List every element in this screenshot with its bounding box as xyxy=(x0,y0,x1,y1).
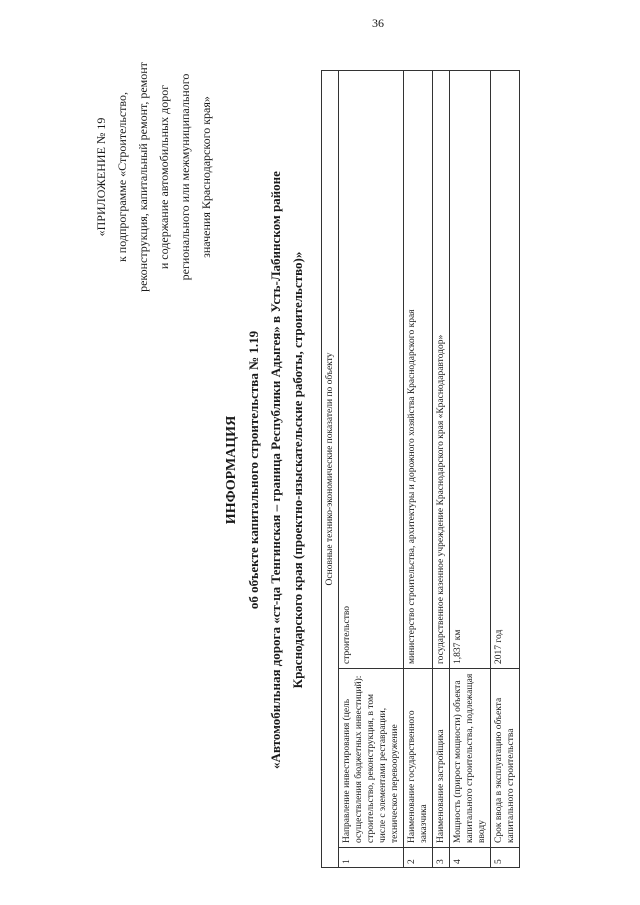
heading-object-name-cont: Краснодарского края (проектно-изыскательские работы, строительство)» xyxy=(290,251,305,689)
page-number: 36 xyxy=(372,16,384,30)
appendix-line: и содержание автомобильных дорог xyxy=(157,84,171,270)
row-number: 1 xyxy=(339,848,404,868)
row-indicator-value: 2017 год xyxy=(491,71,520,669)
heading-subtitle: об объекте капитального строительства № 1.19 xyxy=(246,330,261,610)
indicators-table xyxy=(321,70,520,868)
row-indicator-name: Наименование застройщика xyxy=(433,669,450,848)
row-number: 3 xyxy=(433,848,450,868)
appendix-line: реконструкция, капитальный ремонт, ремонт xyxy=(136,62,150,292)
heading-title: ИНФОРМАЦИЯ xyxy=(224,415,239,525)
row-indicator-name: Направление инвестирования (цель осуществления бюджетных инвестиций): строительство, реконструкция, в том числе с элементами реставрации, техническое перевооружение xyxy=(339,669,404,848)
row-indicator-value: государственное казенное учреждение Краснодарского края «Краснодаравтодор» xyxy=(433,71,450,669)
table-header-cell: Основные технико-экономические показатели по объекту xyxy=(322,71,339,868)
row-number: 5 xyxy=(491,848,520,868)
table-row xyxy=(491,71,520,868)
row-indicator-value: строительство xyxy=(339,71,404,669)
table-row xyxy=(450,71,491,868)
row-indicator-name: Мощность (прирост мощности) объекта капитального строительства, подлежащая вводу xyxy=(450,669,491,848)
row-indicator-name: Срок ввода в эксплуатацию объекта капитального строительства xyxy=(491,669,520,848)
document-heading xyxy=(221,60,309,880)
appendix-line: значения Краснодарского края» xyxy=(199,96,213,258)
row-indicator-value: 1,837 км xyxy=(450,71,491,669)
row-number: 4 xyxy=(450,848,491,868)
table-row xyxy=(433,71,450,868)
appendix-line: регионального или межмуниципального xyxy=(178,73,192,281)
row-indicator-value: министерство строительства, архитектуры и дорожного хозяйства Краснодарского края xyxy=(404,71,433,669)
rotated-sheet xyxy=(45,60,565,880)
appendix-block xyxy=(91,62,217,292)
appendix-line: к подпрограмме «Строительство, xyxy=(115,91,129,263)
heading-object-name: «Автомобильная дорога «ст-ца Тенгинская – граница Республики Адыгея» в Усть-Лабинском районе xyxy=(268,171,283,769)
appendix-title: «ПРИЛОЖЕНИЕ № 19 xyxy=(94,117,108,237)
row-number: 2 xyxy=(404,848,433,868)
table-row xyxy=(339,71,404,868)
table-row xyxy=(404,71,433,868)
row-indicator-name: Наименование государственного заказчика xyxy=(404,669,433,848)
table-header-row xyxy=(322,71,339,868)
